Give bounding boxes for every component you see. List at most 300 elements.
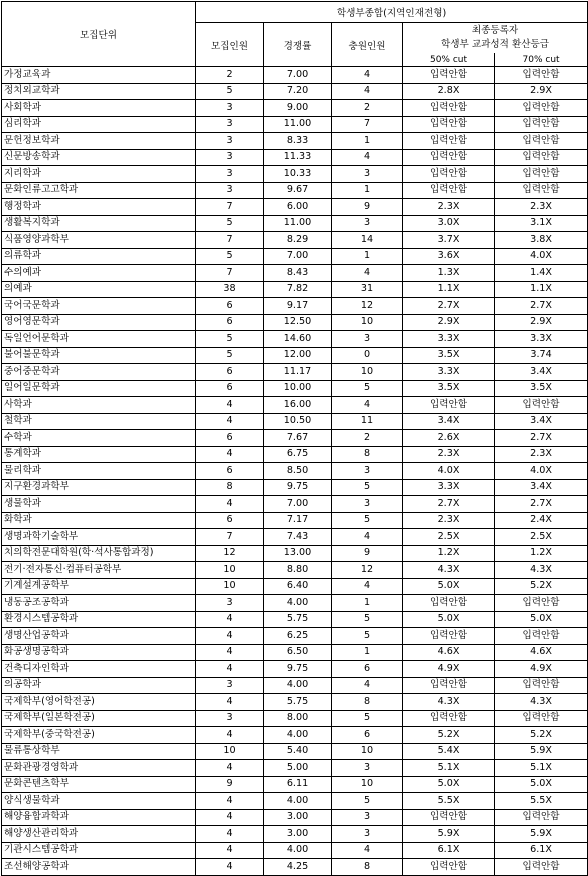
cell-unit: 행정학과 bbox=[2, 199, 196, 216]
cell-extra: 5 bbox=[332, 628, 403, 645]
cell-extra: 3 bbox=[332, 331, 403, 348]
cell-extra: 10 bbox=[332, 776, 403, 793]
cell-recruit: 4 bbox=[196, 496, 264, 513]
cell-cut50: 입력안함 bbox=[403, 677, 495, 694]
cell-ratio: 9.75 bbox=[264, 479, 332, 496]
cell-ratio: 9.67 bbox=[264, 182, 332, 199]
cell-unit: 환경시스템공학과 bbox=[2, 611, 196, 628]
cell-ratio: 3.00 bbox=[264, 826, 332, 843]
cell-cut50: 입력안함 bbox=[403, 116, 495, 133]
table-row bbox=[2, 809, 588, 826]
cell-unit: 기계설계공학부 bbox=[2, 578, 196, 595]
cell-ratio: 4.00 bbox=[264, 727, 332, 744]
cell-cut70: 4.6X bbox=[495, 644, 588, 661]
cell-recruit: 10 bbox=[196, 743, 264, 760]
cell-recruit: 3 bbox=[196, 677, 264, 694]
header-unit: 모집단위 bbox=[2, 2, 196, 67]
cell-recruit: 4 bbox=[196, 842, 264, 859]
table-body bbox=[2, 67, 588, 876]
cell-ratio: 7.20 bbox=[264, 83, 332, 100]
cell-cut50: 3.5X bbox=[403, 347, 495, 364]
cell-ratio: 6.40 bbox=[264, 578, 332, 595]
cell-ratio: 7.00 bbox=[264, 248, 332, 265]
table-row bbox=[2, 182, 588, 199]
cell-extra: 4 bbox=[332, 529, 403, 546]
cell-recruit: 4 bbox=[196, 826, 264, 843]
cell-cut70: 5.0X bbox=[495, 611, 588, 628]
cell-extra: 9 bbox=[332, 199, 403, 216]
cell-unit: 의예과 bbox=[2, 281, 196, 298]
cell-unit: 신문방송학과 bbox=[2, 149, 196, 166]
cell-unit: 국제학부(영어학전공) bbox=[2, 694, 196, 711]
cell-cut70: 4.0X bbox=[495, 248, 588, 265]
cell-cut50: 입력안함 bbox=[403, 397, 495, 414]
table-row bbox=[2, 100, 588, 117]
cell-ratio: 8.29 bbox=[264, 232, 332, 249]
admission-results-table bbox=[1, 1, 588, 876]
cell-extra: 8 bbox=[332, 446, 403, 463]
cell-extra: 4 bbox=[332, 83, 403, 100]
table-row bbox=[2, 595, 588, 612]
cell-ratio: 4.00 bbox=[264, 595, 332, 612]
cell-cut70: 4.9X bbox=[495, 661, 588, 678]
cell-recruit: 9 bbox=[196, 776, 264, 793]
table-row bbox=[2, 413, 588, 430]
cell-unit: 심리학과 bbox=[2, 116, 196, 133]
cell-cut70: 1.4X bbox=[495, 265, 588, 282]
cell-cut50: 3.3X bbox=[403, 479, 495, 496]
cell-recruit: 3 bbox=[196, 710, 264, 727]
cell-ratio: 6.75 bbox=[264, 446, 332, 463]
table-row bbox=[2, 347, 588, 364]
cell-cut70: 입력안함 bbox=[495, 149, 588, 166]
cell-cut50: 2.7X bbox=[403, 298, 495, 315]
cell-cut70: 5.0X bbox=[495, 776, 588, 793]
cell-recruit: 7 bbox=[196, 529, 264, 546]
cell-extra: 10 bbox=[332, 364, 403, 381]
cell-extra: 0 bbox=[332, 347, 403, 364]
cell-cut70: 입력안함 bbox=[495, 397, 588, 414]
table-row bbox=[2, 232, 588, 249]
cell-ratio: 12.50 bbox=[264, 314, 332, 331]
cell-extra: 3 bbox=[332, 463, 403, 480]
cell-extra: 3 bbox=[332, 826, 403, 843]
cell-unit: 양식생물학과 bbox=[2, 793, 196, 810]
cell-recruit: 4 bbox=[196, 760, 264, 777]
table-row bbox=[2, 694, 588, 711]
cell-cut50: 입력안함 bbox=[403, 100, 495, 117]
cell-ratio: 11.33 bbox=[264, 149, 332, 166]
header-recruit: 모집인원 bbox=[196, 23, 264, 67]
cell-extra: 3 bbox=[332, 215, 403, 232]
cell-cut70: 1.2X bbox=[495, 545, 588, 562]
cell-ratio: 6.00 bbox=[264, 199, 332, 216]
cell-ratio: 7.00 bbox=[264, 67, 332, 84]
cell-unit: 문화인류고고학과 bbox=[2, 182, 196, 199]
cell-cut50: 2.8X bbox=[403, 83, 495, 100]
cell-cut50: 입력안함 bbox=[403, 628, 495, 645]
table-row bbox=[2, 215, 588, 232]
table-row bbox=[2, 166, 588, 183]
cell-cut50: 2.7X bbox=[403, 496, 495, 513]
cell-cut50: 2.3X bbox=[403, 199, 495, 216]
cell-extra: 2 bbox=[332, 100, 403, 117]
table-row bbox=[2, 67, 588, 84]
cell-cut70: 2.3X bbox=[495, 446, 588, 463]
cell-extra: 8 bbox=[332, 859, 403, 876]
cell-unit: 국제학부(일본학전공) bbox=[2, 710, 196, 727]
cell-ratio: 8.43 bbox=[264, 265, 332, 282]
cell-ratio: 9.17 bbox=[264, 298, 332, 315]
cell-recruit: 4 bbox=[196, 397, 264, 414]
cell-cut50: 입력안함 bbox=[403, 166, 495, 183]
cell-unit: 전기·전자통신·컴퓨터공학부 bbox=[2, 562, 196, 579]
cell-ratio: 7.00 bbox=[264, 496, 332, 513]
cell-cut70: 입력안함 bbox=[495, 182, 588, 199]
cell-cut70: 4.3X bbox=[495, 562, 588, 579]
cell-cut70: 5.2X bbox=[495, 578, 588, 595]
cell-extra: 14 bbox=[332, 232, 403, 249]
table-row bbox=[2, 149, 588, 166]
cell-unit: 영어영문학과 bbox=[2, 314, 196, 331]
cell-recruit: 7 bbox=[196, 199, 264, 216]
cell-cut50: 4.6X bbox=[403, 644, 495, 661]
cell-extra: 4 bbox=[332, 842, 403, 859]
cell-cut70: 5.9X bbox=[495, 826, 588, 843]
cell-recruit: 4 bbox=[196, 611, 264, 628]
cell-recruit: 5 bbox=[196, 331, 264, 348]
cell-cut50: 3.3X bbox=[403, 364, 495, 381]
table-row bbox=[2, 710, 588, 727]
header-ratio: 경쟁률 bbox=[264, 23, 332, 67]
cell-extra: 8 bbox=[332, 694, 403, 711]
cell-extra: 4 bbox=[332, 677, 403, 694]
cell-unit: 물류통상학부 bbox=[2, 743, 196, 760]
cell-cut70: 1.1X bbox=[495, 281, 588, 298]
cell-ratio: 5.75 bbox=[264, 694, 332, 711]
cell-ratio: 9.00 bbox=[264, 100, 332, 117]
table-row bbox=[2, 380, 588, 397]
table-row bbox=[2, 727, 588, 744]
cell-cut70: 2.3X bbox=[495, 199, 588, 216]
cell-cut50: 1.3X bbox=[403, 265, 495, 282]
cell-recruit: 5 bbox=[196, 347, 264, 364]
table-row bbox=[2, 331, 588, 348]
cell-cut50: 1.1X bbox=[403, 281, 495, 298]
cell-unit: 통계학과 bbox=[2, 446, 196, 463]
cell-extra: 4 bbox=[332, 149, 403, 166]
table-row bbox=[2, 298, 588, 315]
cell-unit: 사학과 bbox=[2, 397, 196, 414]
cell-ratio: 16.00 bbox=[264, 397, 332, 414]
cell-cut50: 입력안함 bbox=[403, 133, 495, 150]
cell-unit: 생활복지학과 bbox=[2, 215, 196, 232]
cell-recruit: 2 bbox=[196, 67, 264, 84]
cell-extra: 6 bbox=[332, 727, 403, 744]
cell-cut50: 2.3X bbox=[403, 446, 495, 463]
cell-recruit: 10 bbox=[196, 578, 264, 595]
cell-unit: 수학과 bbox=[2, 430, 196, 447]
cell-recruit: 4 bbox=[196, 694, 264, 711]
cell-extra: 5 bbox=[332, 380, 403, 397]
cell-extra: 31 bbox=[332, 281, 403, 298]
cell-cut70: 4.0X bbox=[495, 463, 588, 480]
table-row bbox=[2, 446, 588, 463]
cell-unit: 국어국문학과 bbox=[2, 298, 196, 315]
cell-cut50: 입력안함 bbox=[403, 710, 495, 727]
cell-cut50: 입력안함 bbox=[403, 595, 495, 612]
cell-cut50: 3.5X bbox=[403, 380, 495, 397]
table-row bbox=[2, 776, 588, 793]
cell-extra: 9 bbox=[332, 545, 403, 562]
table-row bbox=[2, 562, 588, 579]
cell-unit: 생명과학기술학부 bbox=[2, 529, 196, 546]
cell-recruit: 4 bbox=[196, 793, 264, 810]
cell-extra: 4 bbox=[332, 397, 403, 414]
cell-ratio: 12.00 bbox=[264, 347, 332, 364]
cell-unit: 해양융합과학과 bbox=[2, 809, 196, 826]
table-row bbox=[2, 281, 588, 298]
cell-cut70: 입력안함 bbox=[495, 809, 588, 826]
cell-ratio: 10.50 bbox=[264, 413, 332, 430]
cell-extra: 1 bbox=[332, 644, 403, 661]
cell-recruit: 4 bbox=[196, 446, 264, 463]
cell-cut50: 2.9X bbox=[403, 314, 495, 331]
header-cut70: 70% cut bbox=[495, 53, 588, 67]
table-row bbox=[2, 529, 588, 546]
table-row bbox=[2, 826, 588, 843]
cell-extra: 3 bbox=[332, 166, 403, 183]
header-extra: 충원인원 bbox=[332, 23, 403, 67]
table-row bbox=[2, 644, 588, 661]
table-row bbox=[2, 199, 588, 216]
cell-unit: 냉동공조공학과 bbox=[2, 595, 196, 612]
table-row bbox=[2, 842, 588, 859]
cell-cut70: 입력안함 bbox=[495, 859, 588, 876]
cell-unit: 치의학전문대학원(학·석사통합과정) bbox=[2, 545, 196, 562]
cell-extra: 3 bbox=[332, 496, 403, 513]
cell-cut50: 5.0X bbox=[403, 776, 495, 793]
table-row bbox=[2, 116, 588, 133]
cell-cut70: 입력안함 bbox=[495, 133, 588, 150]
cell-recruit: 7 bbox=[196, 232, 264, 249]
cell-extra: 5 bbox=[332, 710, 403, 727]
cell-cut50: 입력안함 bbox=[403, 149, 495, 166]
cell-unit: 문화콘텐츠학부 bbox=[2, 776, 196, 793]
table-row bbox=[2, 314, 588, 331]
table-row bbox=[2, 743, 588, 760]
cell-ratio: 8.33 bbox=[264, 133, 332, 150]
cell-cut70: 입력안함 bbox=[495, 677, 588, 694]
cell-cut70: 3.74 bbox=[495, 347, 588, 364]
cell-recruit: 5 bbox=[196, 248, 264, 265]
cell-cut70: 입력안함 bbox=[495, 628, 588, 645]
cell-extra: 4 bbox=[332, 67, 403, 84]
cell-unit: 지구환경과학부 bbox=[2, 479, 196, 496]
cell-cut50: 5.0X bbox=[403, 611, 495, 628]
cell-ratio: 10.33 bbox=[264, 166, 332, 183]
cell-recruit: 4 bbox=[196, 727, 264, 744]
cell-cut50: 1.2X bbox=[403, 545, 495, 562]
cell-cut70: 입력안함 bbox=[495, 595, 588, 612]
cell-recruit: 4 bbox=[196, 809, 264, 826]
cell-extra: 7 bbox=[332, 116, 403, 133]
table-row bbox=[2, 248, 588, 265]
cell-unit: 식품영양과학부 bbox=[2, 232, 196, 249]
cell-recruit: 4 bbox=[196, 661, 264, 678]
cell-ratio: 3.00 bbox=[264, 809, 332, 826]
cell-unit: 기관시스템공학과 bbox=[2, 842, 196, 859]
table-row bbox=[2, 83, 588, 100]
cell-recruit: 6 bbox=[196, 430, 264, 447]
cell-ratio: 8.80 bbox=[264, 562, 332, 579]
cell-cut50: 2.5X bbox=[403, 529, 495, 546]
cell-cut50: 4.3X bbox=[403, 694, 495, 711]
cell-recruit: 3 bbox=[196, 133, 264, 150]
cell-ratio: 10.00 bbox=[264, 380, 332, 397]
cell-cut50: 3.6X bbox=[403, 248, 495, 265]
cell-cut70: 3.1X bbox=[495, 215, 588, 232]
cell-unit: 지리학과 bbox=[2, 166, 196, 183]
cell-recruit: 6 bbox=[196, 314, 264, 331]
cell-ratio: 4.25 bbox=[264, 859, 332, 876]
cell-recruit: 8 bbox=[196, 479, 264, 496]
table-row bbox=[2, 859, 588, 876]
cell-cut70: 2.9X bbox=[495, 314, 588, 331]
cell-ratio: 7.67 bbox=[264, 430, 332, 447]
cell-ratio: 6.50 bbox=[264, 644, 332, 661]
cell-ratio: 5.75 bbox=[264, 611, 332, 628]
cell-recruit: 5 bbox=[196, 83, 264, 100]
cell-cut50: 5.2X bbox=[403, 727, 495, 744]
cell-extra: 2 bbox=[332, 430, 403, 447]
header-group: 학생부종합(지역인재전형) bbox=[196, 2, 588, 23]
cell-extra: 1 bbox=[332, 595, 403, 612]
table-row bbox=[2, 545, 588, 562]
cell-extra: 5 bbox=[332, 611, 403, 628]
cell-recruit: 4 bbox=[196, 413, 264, 430]
cell-cut50: 5.0X bbox=[403, 578, 495, 595]
cell-ratio: 7.82 bbox=[264, 281, 332, 298]
cell-extra: 5 bbox=[332, 479, 403, 496]
cell-unit: 국제학부(중국학전공) bbox=[2, 727, 196, 744]
table-row bbox=[2, 760, 588, 777]
cell-cut70: 2.9X bbox=[495, 83, 588, 100]
cell-cut50: 3.3X bbox=[403, 331, 495, 348]
cell-cut70: 5.1X bbox=[495, 760, 588, 777]
cell-unit: 건축디자인학과 bbox=[2, 661, 196, 678]
table-row bbox=[2, 611, 588, 628]
cell-unit: 문화관광경영학과 bbox=[2, 760, 196, 777]
cell-cut50: 2.6X bbox=[403, 430, 495, 447]
cell-recruit: 6 bbox=[196, 380, 264, 397]
table-row bbox=[2, 133, 588, 150]
cell-ratio: 13.00 bbox=[264, 545, 332, 562]
cell-cut70: 6.1X bbox=[495, 842, 588, 859]
cell-cut50: 5.5X bbox=[403, 793, 495, 810]
cell-cut70: 입력안함 bbox=[495, 166, 588, 183]
cell-unit: 생물학과 bbox=[2, 496, 196, 513]
cell-cut50: 입력안함 bbox=[403, 859, 495, 876]
table-row bbox=[2, 578, 588, 595]
cell-extra: 10 bbox=[332, 743, 403, 760]
cell-unit: 사회학과 bbox=[2, 100, 196, 117]
cell-extra: 4 bbox=[332, 265, 403, 282]
cell-unit: 가정교육과 bbox=[2, 67, 196, 84]
cell-unit: 조선해양공학과 bbox=[2, 859, 196, 876]
header-final-title: 최종등록자 bbox=[471, 25, 519, 36]
cell-cut70: 입력안함 bbox=[495, 116, 588, 133]
cell-unit: 의공학과 bbox=[2, 677, 196, 694]
cell-unit: 수의예과 bbox=[2, 265, 196, 282]
cell-unit: 화공생명공학과 bbox=[2, 644, 196, 661]
cell-cut70: 2.7X bbox=[495, 298, 588, 315]
cell-cut70: 2.5X bbox=[495, 529, 588, 546]
cell-cut50: 입력안함 bbox=[403, 67, 495, 84]
table-row bbox=[2, 265, 588, 282]
cell-extra: 3 bbox=[332, 760, 403, 777]
cell-unit: 문헌정보학과 bbox=[2, 133, 196, 150]
cell-cut70: 5.2X bbox=[495, 727, 588, 744]
cell-unit: 해양생산관리학과 bbox=[2, 826, 196, 843]
cell-cut70: 2.7X bbox=[495, 496, 588, 513]
cell-cut70: 3.5X bbox=[495, 380, 588, 397]
table-row bbox=[2, 479, 588, 496]
cell-ratio: 9.75 bbox=[264, 661, 332, 678]
cell-unit: 중어중문학과 bbox=[2, 364, 196, 381]
cell-cut50: 3.0X bbox=[403, 215, 495, 232]
cell-recruit: 4 bbox=[196, 644, 264, 661]
table-row bbox=[2, 430, 588, 447]
cell-cut50: 4.9X bbox=[403, 661, 495, 678]
cell-extra: 10 bbox=[332, 314, 403, 331]
cell-recruit: 7 bbox=[196, 265, 264, 282]
cell-ratio: 8.00 bbox=[264, 710, 332, 727]
header-final-sub: 학생부 교과성적 환산등급 bbox=[441, 39, 550, 50]
cell-ratio: 6.11 bbox=[264, 776, 332, 793]
cell-cut70: 입력안함 bbox=[495, 100, 588, 117]
table-row bbox=[2, 397, 588, 414]
cell-cut70: 입력안함 bbox=[495, 710, 588, 727]
cell-cut70: 3.8X bbox=[495, 232, 588, 249]
cell-ratio: 7.43 bbox=[264, 529, 332, 546]
cell-recruit: 3 bbox=[196, 116, 264, 133]
cell-recruit: 3 bbox=[196, 149, 264, 166]
table-row bbox=[2, 364, 588, 381]
header-final bbox=[403, 23, 588, 54]
cell-extra: 3 bbox=[332, 809, 403, 826]
cell-ratio: 5.40 bbox=[264, 743, 332, 760]
cell-ratio: 4.00 bbox=[264, 842, 332, 859]
cell-unit: 불어불문학과 bbox=[2, 347, 196, 364]
cell-extra: 1 bbox=[332, 133, 403, 150]
cell-extra: 1 bbox=[332, 182, 403, 199]
cell-cut70: 5.5X bbox=[495, 793, 588, 810]
cell-cut50: 3.7X bbox=[403, 232, 495, 249]
cell-ratio: 6.25 bbox=[264, 628, 332, 645]
cell-extra: 12 bbox=[332, 562, 403, 579]
cell-recruit: 6 bbox=[196, 512, 264, 529]
cell-cut50: 4.0X bbox=[403, 463, 495, 480]
cell-recruit: 6 bbox=[196, 364, 264, 381]
table-row bbox=[2, 628, 588, 645]
cell-ratio: 11.00 bbox=[264, 215, 332, 232]
cell-cut50: 입력안함 bbox=[403, 809, 495, 826]
cell-extra: 5 bbox=[332, 793, 403, 810]
cell-ratio: 11.00 bbox=[264, 116, 332, 133]
cell-recruit: 5 bbox=[196, 215, 264, 232]
cell-extra: 12 bbox=[332, 298, 403, 315]
